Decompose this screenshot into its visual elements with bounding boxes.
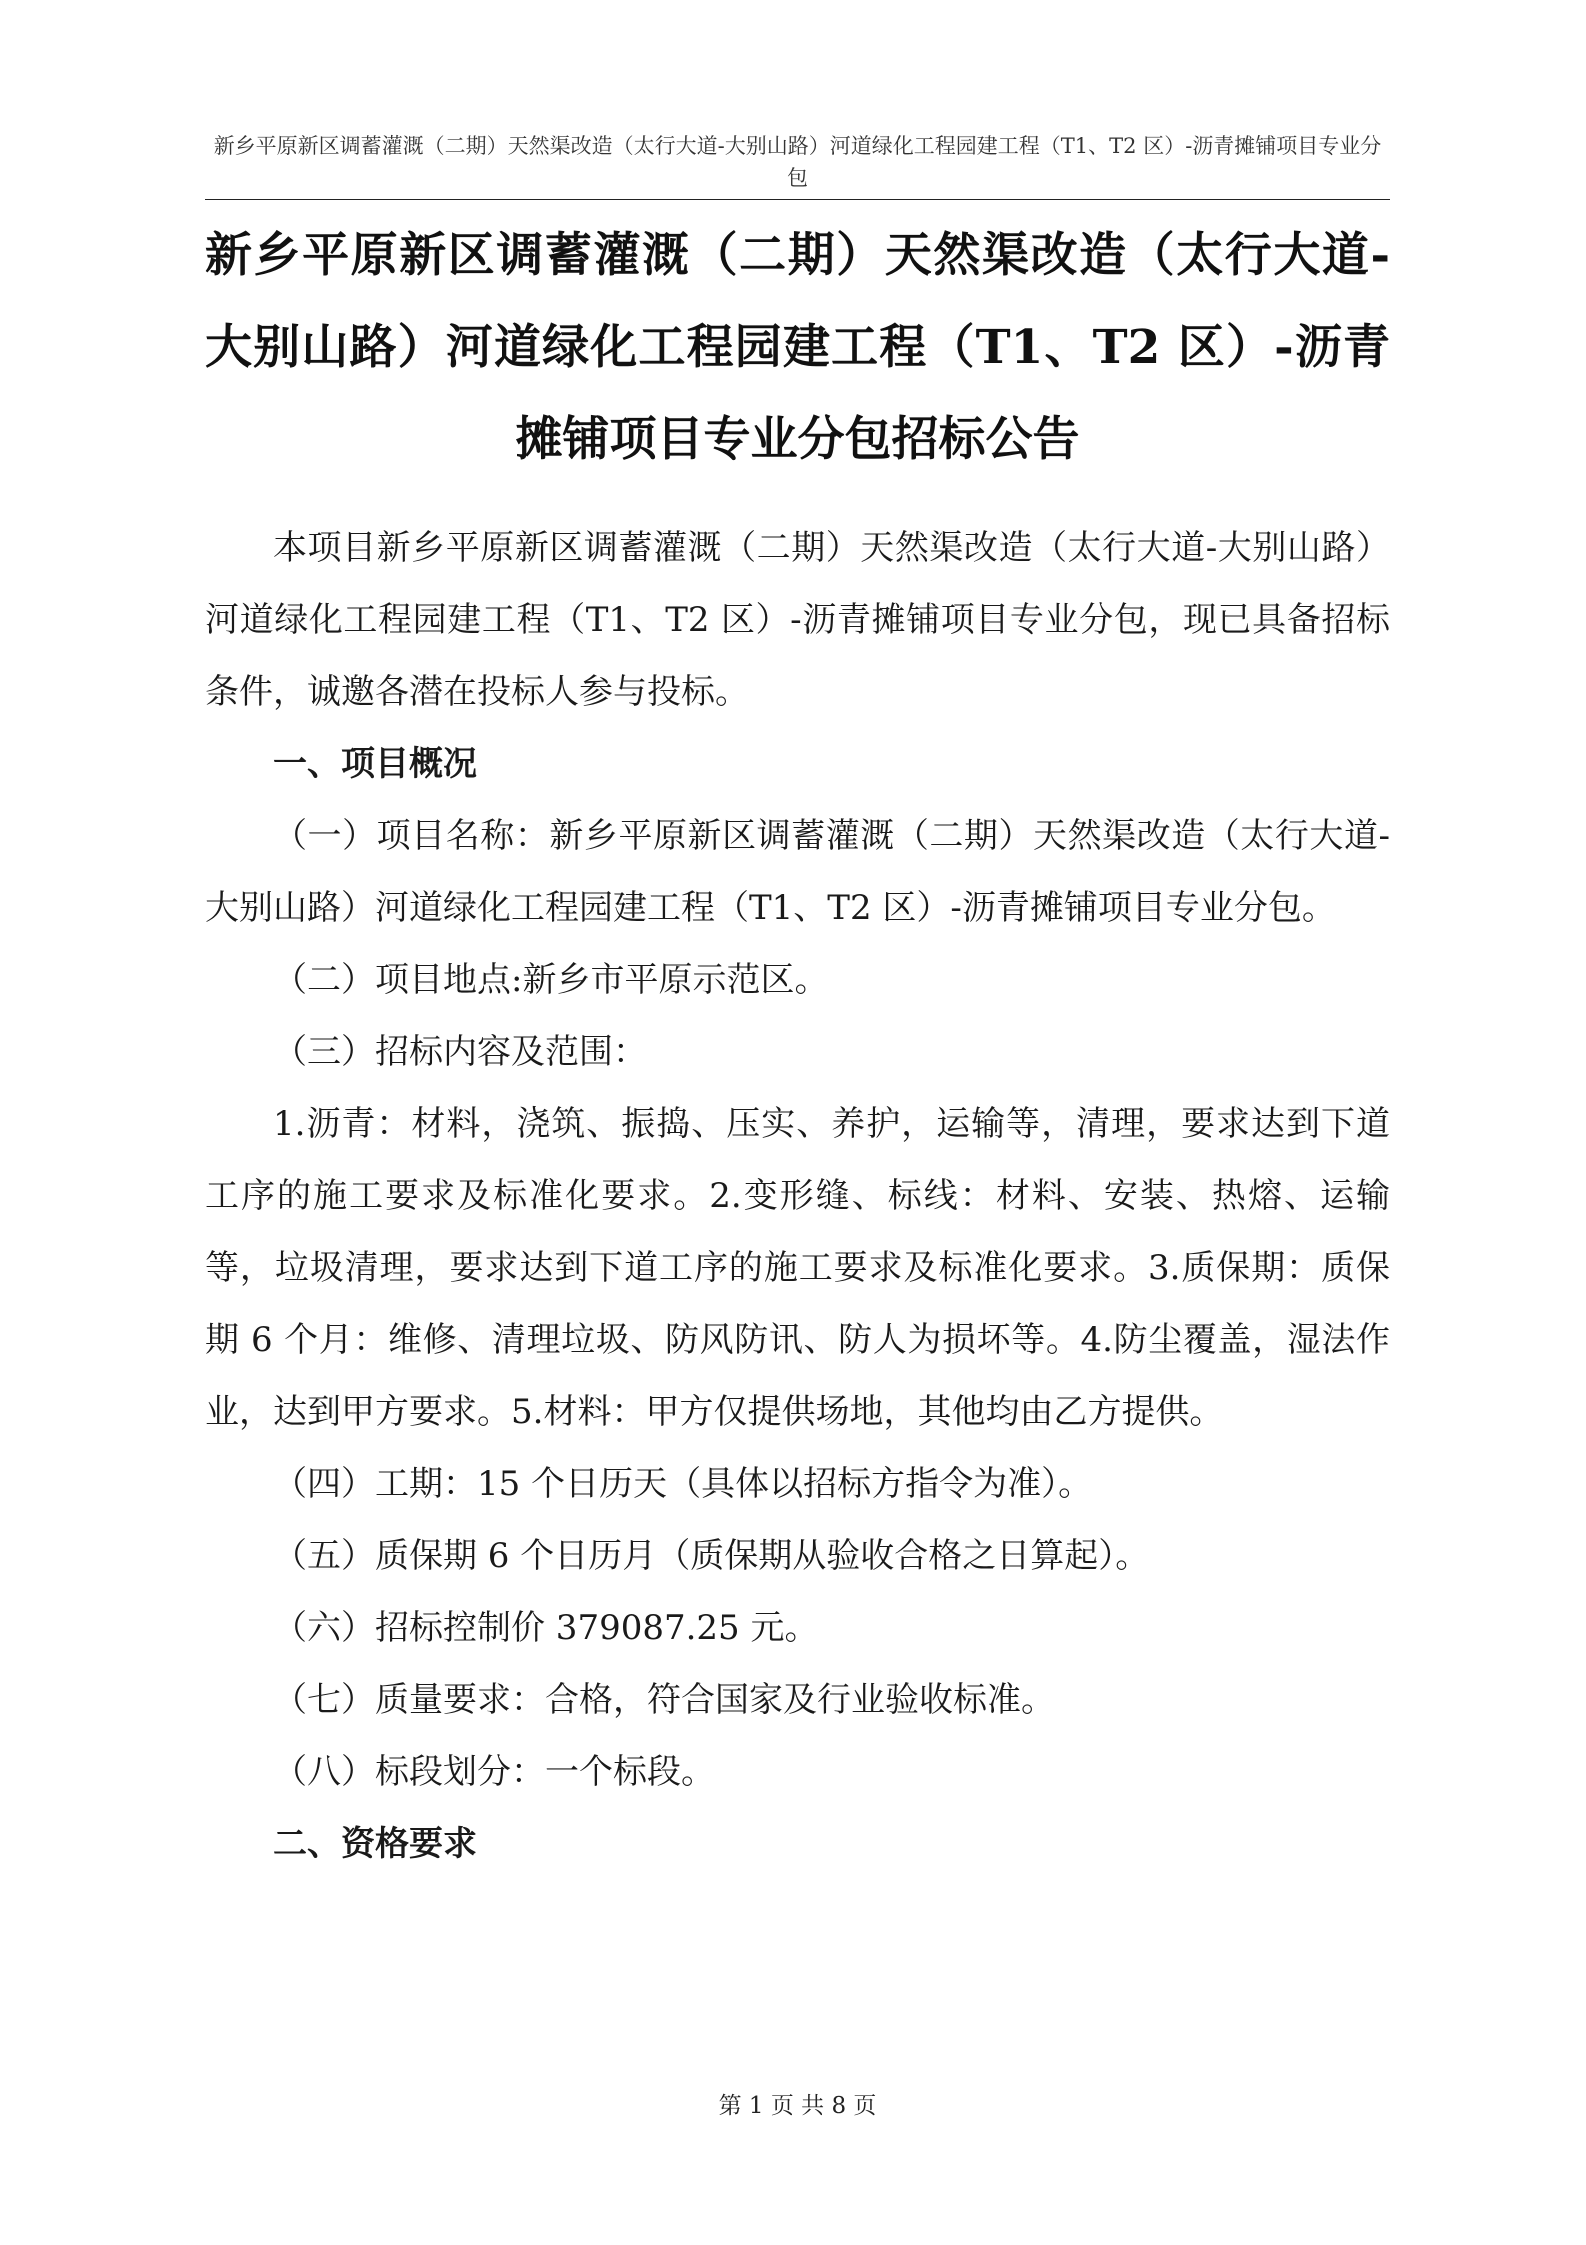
item-duration: （四）工期：15 个日历天（具体以招标方指令为准）。	[273, 1464, 1093, 1504]
item-project-location: （二）项目地点:新乡市平原示范区。	[273, 960, 829, 1000]
item-warranty: （五）质保期 6 个日历月（质保期从验收合格之日算起）。	[273, 1536, 1150, 1576]
item-scope-heading: （三）招标内容及范围：	[273, 1032, 647, 1072]
page-number: 第 1 页 共 8 页	[718, 2093, 877, 2119]
document-title: 新乡平原新区调蓄灌溉（二期）天然渠改造（太行大道-大别山路）河道绿化工程园建工程（T1、T2 区）-沥青摊铺项目专业分包招标公告	[205, 228, 1390, 467]
section-heading-qualification: 二、资格要求	[273, 1824, 477, 1864]
item-lots: （八）标段划分：一个标段。	[273, 1752, 715, 1792]
header-rule	[205, 199, 1390, 200]
section-heading-overview: 一、项目概况	[273, 744, 477, 784]
item-quality: （七）质量要求：合格，符合国家及行业验收标准。	[273, 1680, 1055, 1720]
intro-paragraph: 本项目新乡平原新区调蓄灌溉（二期）天然渠改造（太行大道-大别山路）河道绿化工程园建工程（T1、T2 区）-沥青摊铺项目专业分包，现已具备招标条件，诚邀各潜在投标人参与投标。	[205, 528, 1390, 712]
document-body	[205, 512, 1390, 1880]
item-scope-detail: 1.沥青：材料，浇筑、振捣、压实、养护，运输等，清理，要求达到下道工序的施工要求及标准化要求。2.变形缝、标线：材料、安装、热熔、运输等，垃圾清理，要求达到下道工序的施工要求及标准化要求。3.质保期：质保期 6 个月：维修、清理垃圾、防风防讯、防人为损坏等。4.防尘覆盖，湿法作业，达到甲方要求。5.材料：甲方仅提供场地，其他均由乙方提供。	[205, 1104, 1390, 1432]
running-header: 新乡平原新区调蓄灌溉（二期）天然渠改造（太行大道-大别山路）河道绿化工程园建工程（T1、T2 区）-沥青摊铺项目专业分包	[213, 134, 1382, 190]
item-project-name: （一）项目名称：新乡平原新区调蓄灌溉（二期）天然渠改造（太行大道-大别山路）河道绿化工程园建工程（T1、T2 区）-沥青摊铺项目专业分包。	[205, 816, 1390, 928]
item-control-price: （六）招标控制价 379087.25 元。	[273, 1608, 819, 1648]
